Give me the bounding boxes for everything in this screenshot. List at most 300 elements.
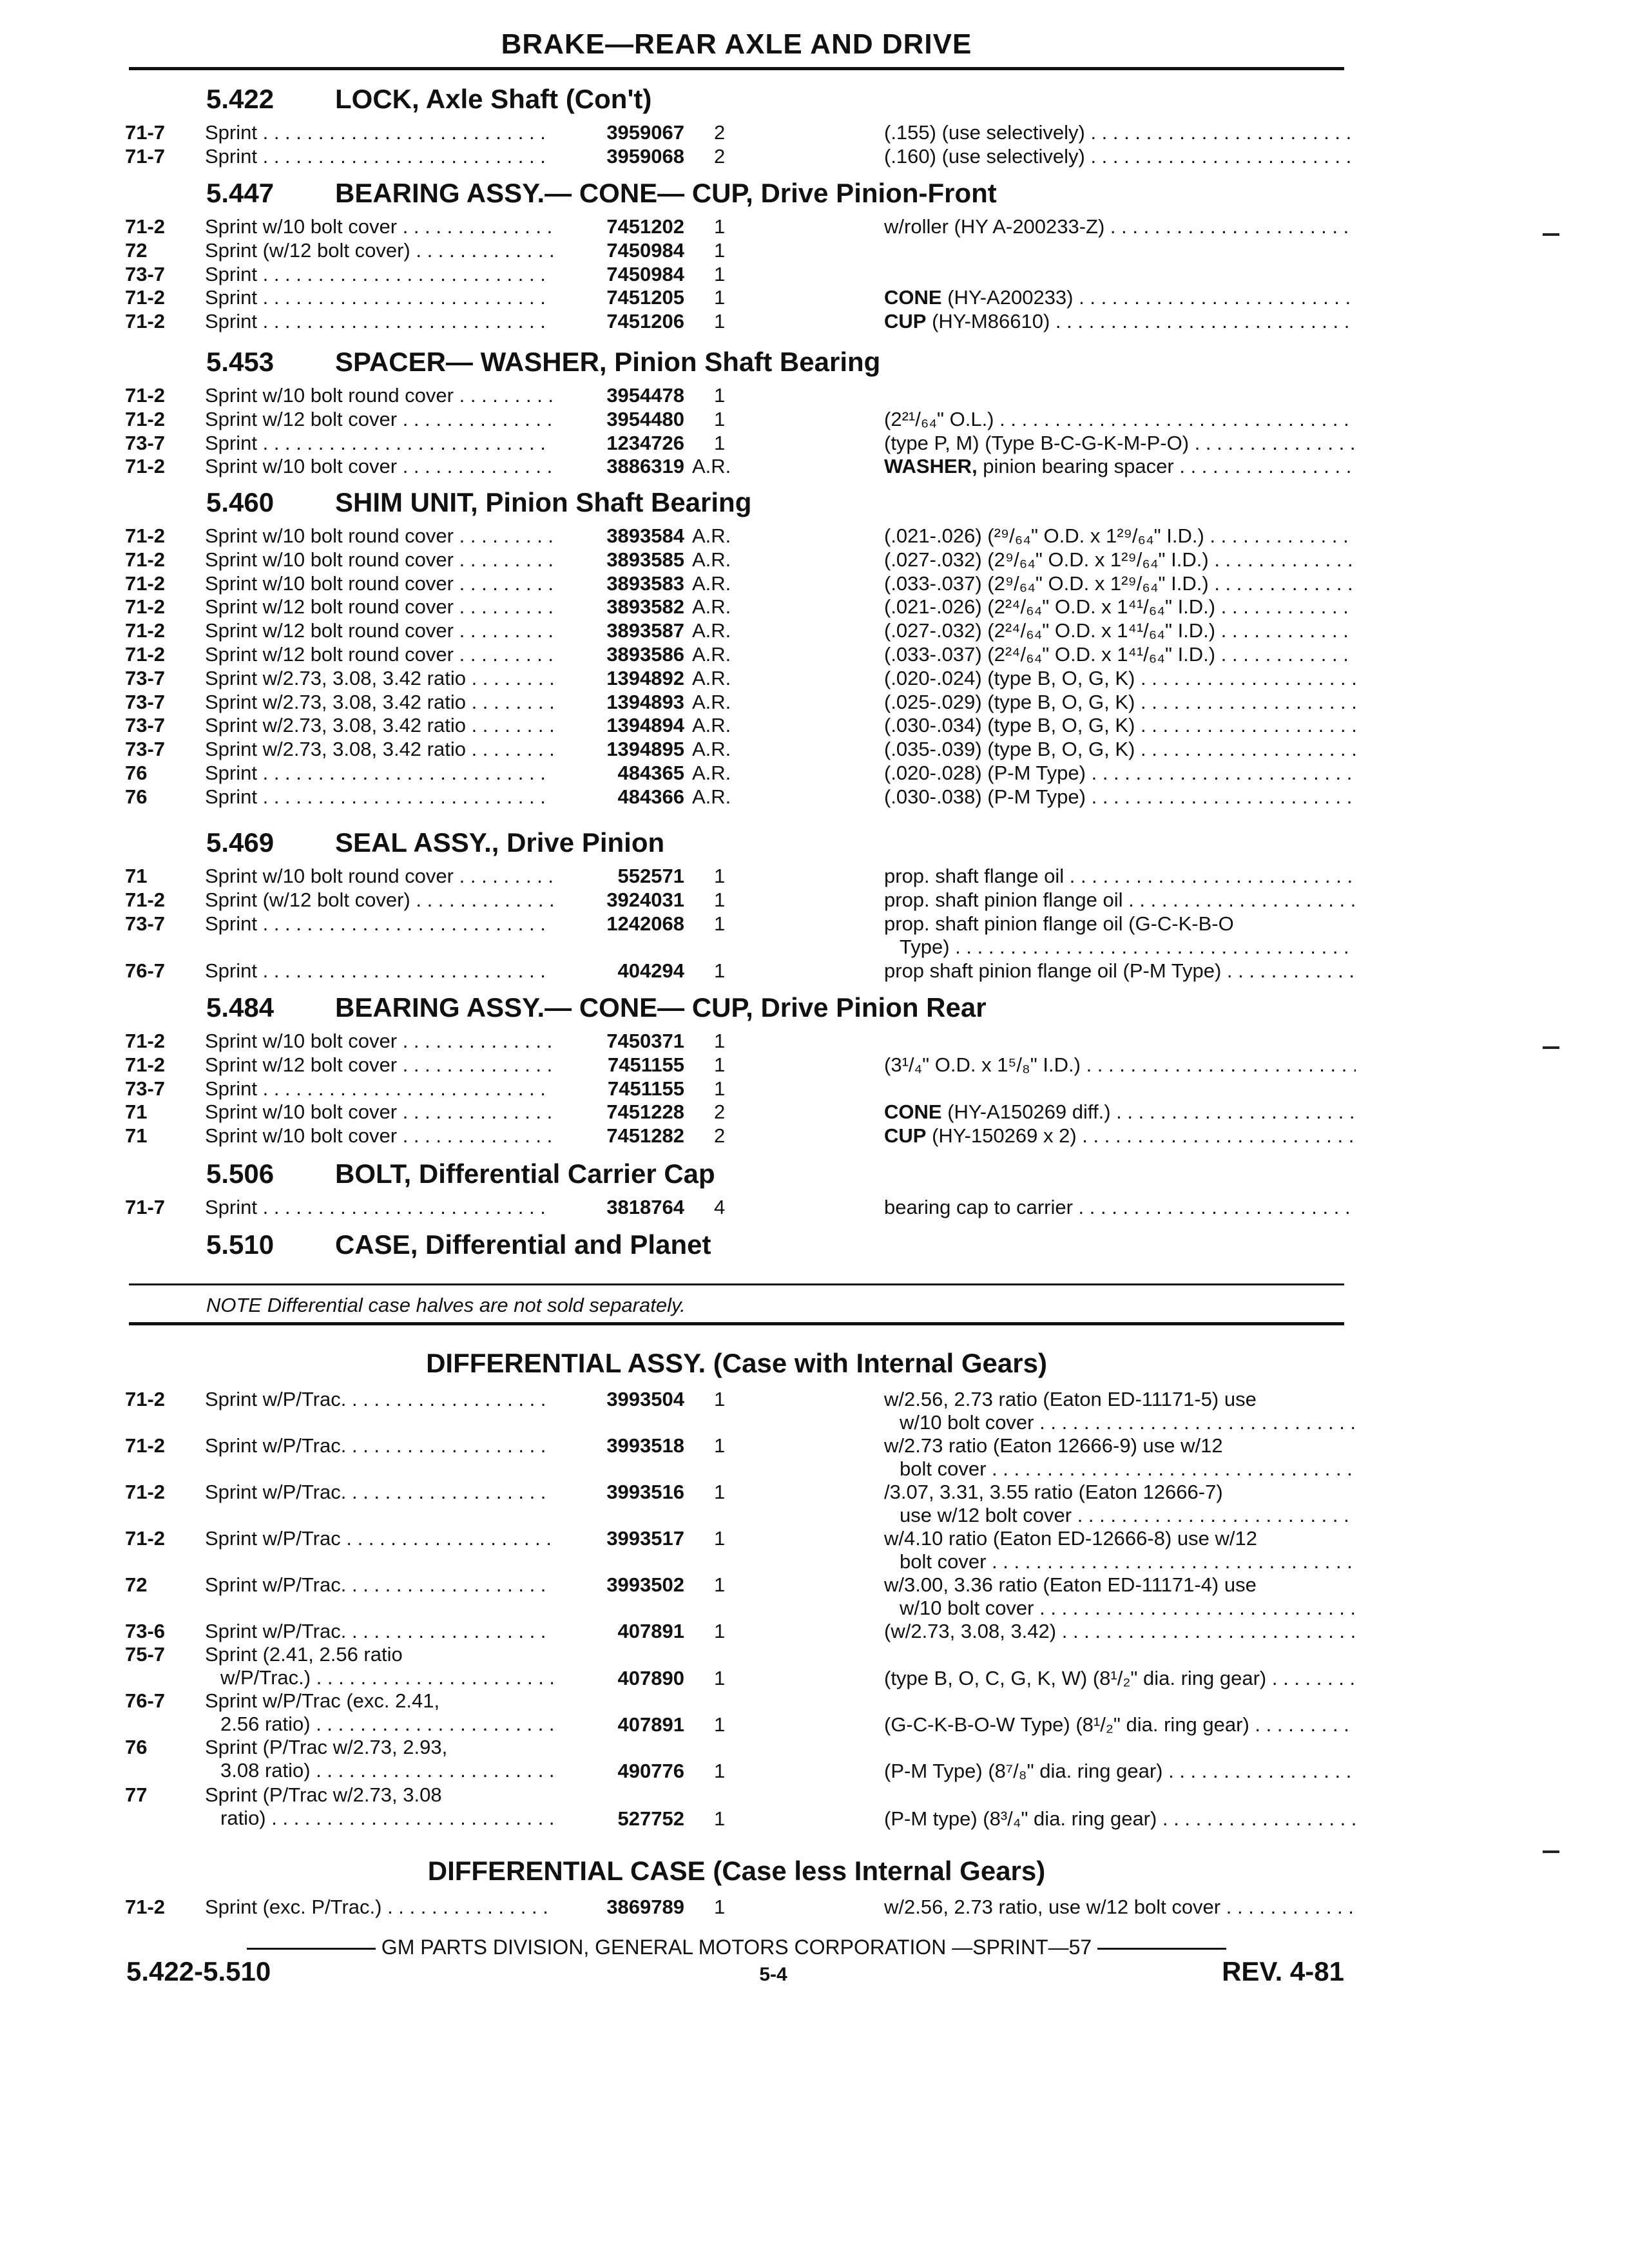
part-number: 3818764 [606, 1196, 684, 1218]
quantity: A.R. [692, 572, 731, 595]
page-header: BRAKE—REAR AXLE AND DRIVE [501, 28, 972, 60]
model-year: 73-6 [125, 1620, 166, 1642]
description-keyword: CONE [884, 286, 942, 309]
description-text: (.021-.026) (²⁹/₆₄" O.D. x 1²⁹/₆₄" I.D.) [884, 524, 1204, 547]
description-line-2: use w/12 bolt cover . . . [884, 1504, 1356, 1527]
model-description: Sprint . . . [205, 263, 553, 286]
part-description [884, 1053, 1356, 1077]
header-rule [129, 67, 1344, 70]
description-text: (.155) (use selectively) [884, 121, 1085, 144]
part-number: 1394894 [606, 714, 684, 737]
model-year: 71 [125, 1124, 148, 1148]
part-description [884, 1434, 1356, 1481]
model-description: Sprint w/10 bolt round cover . . . [205, 572, 553, 595]
part-description [884, 455, 1356, 478]
subsection-heading: DIFFERENTIAL ASSY. (Case with Internal Gears) [426, 1348, 1047, 1378]
description-text: (P-M Type) (8⁷/₈" dia. ring gear) [884, 1759, 1163, 1782]
part-description [884, 408, 1356, 431]
model-description: Sprint w/10 bolt cover . . . [205, 215, 553, 238]
margin-tick [1543, 233, 1559, 236]
quantity: A.R. [692, 690, 731, 713]
description-line-1: w/2.56, 2.73 ratio (Eaton ED-11171-5) use [884, 1388, 1257, 1410]
model-description [205, 1689, 553, 1736]
quantity: 1 [714, 865, 726, 887]
model-description: Sprint . . . [205, 1077, 553, 1100]
model-description: Sprint w/10 bolt round cover . . . [205, 384, 553, 407]
model-description: Sprint . . . [205, 762, 553, 785]
section-heading [206, 178, 997, 209]
description-text: prop. shaft flange oil [884, 865, 1065, 887]
model-year: 71-2 [125, 384, 166, 407]
section-number: 5.484 [206, 992, 275, 1023]
part-description [884, 667, 1356, 690]
part-description [884, 1760, 1356, 1783]
section-title: SHIM UNIT, Pinion Shaft Bearing [335, 487, 752, 517]
model-year: 73-7 [125, 431, 166, 454]
quantity: 1 [714, 1666, 726, 1689]
part-number: 3993504 [606, 1388, 684, 1410]
part-number: 3924031 [606, 888, 684, 911]
part-description [884, 619, 1356, 642]
model-description [205, 1736, 553, 1782]
part-description [884, 1667, 1356, 1690]
part-description [884, 121, 1356, 144]
footer-revision: REV. 4-81 [1222, 1956, 1344, 1986]
model-year: 76-7 [125, 1689, 166, 1712]
part-description [884, 1713, 1356, 1736]
model-description: Sprint w/12 bolt round cover . . . [205, 595, 553, 619]
quantity: 1 [714, 1527, 726, 1550]
part-number: 484365 [617, 762, 684, 784]
part-number: 407891 [617, 1713, 684, 1736]
model-description: Sprint w/10 bolt cover . . . [205, 1100, 553, 1124]
part-number: 7450371 [606, 1030, 684, 1052]
model-description: Sprint (w/12 bolt cover) . . . [205, 239, 553, 262]
model-year: 73-7 [125, 714, 166, 737]
part-number: 3869789 [606, 1896, 684, 1918]
section-number: 5.447 [206, 178, 275, 208]
description-text: (w/2.73, 3.08, 3.42) [884, 1620, 1057, 1642]
quantity: 1 [714, 1620, 726, 1642]
model-year: 71-2 [125, 310, 166, 333]
part-number: 3959068 [606, 144, 684, 168]
part-description [884, 643, 1356, 666]
quantity: 1 [714, 384, 726, 407]
description-text: (HY-150269 x 2) [926, 1124, 1077, 1148]
description-text: (type B, O, C, G, K, W) (8¹/₂" dia. ring gear) [884, 1666, 1267, 1689]
description-line-1: w/3.00, 3.36 ratio (Eaton ED-11171-4) use [884, 1573, 1257, 1596]
description-line-1: w/4.10 ratio (Eaton ED-12666-8) use w/12 [884, 1527, 1257, 1550]
model-year: 71-2 [125, 888, 166, 911]
quantity: 2 [714, 1100, 726, 1124]
part-number: 404294 [617, 959, 684, 983]
description-text: (.020-.024) (type B, O, G, K) [884, 666, 1135, 689]
part-number: 3886319 [606, 455, 684, 478]
model-line-1: Sprint (2.41, 2.56 ratio [205, 1643, 403, 1666]
model-description: Sprint w/2.73, 3.08, 3.42 ratio . . . [205, 667, 553, 690]
description-line-2: bolt cover . . . [884, 1457, 1356, 1481]
model-line-2: 2.56 ratio) . . . [205, 1713, 553, 1736]
model-line-1: Sprint w/P/Trac (exc. 2.41, [205, 1689, 440, 1712]
model-description: Sprint w/10 bolt round cover . . . [205, 865, 553, 888]
part-number: 7451282 [606, 1124, 684, 1148]
description-text: (.025-.029) (type B, O, G, K) [884, 690, 1135, 713]
section-heading [206, 1158, 715, 1189]
model-year: 71-2 [125, 1388, 166, 1410]
footer-center-text: GM PARTS DIVISION, GENERAL MOTORS CORPORATION —SPRINT—57 [381, 1936, 1092, 1959]
margin-tick [1543, 1046, 1559, 1049]
description-line-2: bolt cover . . . [884, 1550, 1356, 1573]
description-text: prop shaft pinion flange oil (P-M Type) [884, 959, 1222, 983]
part-description [884, 1620, 1356, 1643]
quantity: 1 [714, 407, 726, 430]
description-line-1: prop. shaft pinion flange oil (G-C-K-B-O [884, 912, 1234, 935]
model-year: 73-7 [125, 262, 166, 285]
section-number: 5.510 [206, 1229, 275, 1260]
section-title: SPACER— WASHER, Pinion Shaft Bearing [335, 347, 881, 377]
model-line-1: Sprint (P/Trac w/2.73, 3.08 [205, 1783, 442, 1806]
description-line-2: w/10 bolt cover . . . [884, 1597, 1356, 1620]
model-description: Sprint w/P/Trac. . . . [205, 1620, 553, 1643]
quantity: A.R. [692, 619, 731, 642]
footer-left: 5.422-5.510 [126, 1956, 271, 1986]
description-text: (.033-.037) (2²⁴/₆₄" O.D. x 1⁴¹/₆₄" I.D.) [884, 643, 1216, 666]
model-description [205, 1783, 553, 1830]
model-year: 71-2 [125, 286, 166, 309]
description-text: (3¹/₄" O.D. x 1⁵/₈" I.D.) [884, 1053, 1081, 1076]
quantity: 1 [714, 286, 726, 309]
quantity: A.R. [692, 666, 731, 689]
model-year: 71-2 [125, 524, 166, 547]
part-number: 7451206 [606, 310, 684, 333]
note: NOTE Differential case halves are not sold separately. [206, 1294, 686, 1316]
description-text: (P-M type) (8³/₄" dia. ring gear) [884, 1807, 1157, 1830]
description-keyword: CUP [884, 310, 927, 333]
description-text: w/2.56, 2.73 ratio, use w/12 bolt cover [884, 1896, 1221, 1918]
section-title: BOLT, Differential Carrier Cap [335, 1158, 715, 1189]
quantity: 1 [714, 1896, 726, 1918]
section-title: LOCK, Axle Shaft (Con't) [335, 84, 652, 114]
description-text: (HY-A200233) [941, 286, 1074, 309]
footer-line-left [247, 1948, 376, 1950]
quantity: 1 [714, 1434, 726, 1457]
model-year: 71-2 [125, 1053, 166, 1076]
part-description [884, 548, 1356, 572]
description-line-2: w/10 bolt cover . . . [884, 1411, 1356, 1434]
model-description: Sprint w/10 bolt round cover . . . [205, 524, 553, 548]
quantity: A.R. [692, 524, 731, 547]
part-number: 3893586 [606, 643, 684, 666]
model-description: Sprint (exc. P/Trac.) . . . [205, 1896, 553, 1919]
part-description [884, 762, 1356, 785]
model-year: 71-2 [125, 1527, 166, 1550]
description-text: (G-C-K-B-O-W Type) (8¹/₂" dia. ring gear) [884, 1713, 1249, 1736]
quantity: 1 [714, 431, 726, 454]
part-number: 3993517 [606, 1527, 684, 1550]
model-year: 71-2 [125, 595, 166, 619]
subsection-heading: DIFFERENTIAL CASE (Case less Internal Gears) [427, 1856, 1046, 1886]
section-title: BEARING ASSY.— CONE— CUP, Drive Pinion Rear [335, 992, 987, 1023]
section-number: 5.453 [206, 347, 275, 377]
description-line-2: Type) . . . [884, 936, 1356, 959]
part-description [884, 691, 1356, 714]
model-description: Sprint w/P/Trac. . . . [205, 1573, 553, 1597]
margin-tick [1543, 1850, 1559, 1853]
model-line-2: w/P/Trac.) . . . [205, 1666, 553, 1689]
quantity: 4 [714, 1196, 726, 1218]
description-line-1: /3.07, 3.31, 3.55 ratio (Eaton 12666-7) [884, 1481, 1223, 1503]
model-year: 77 [125, 1783, 148, 1806]
model-description: Sprint . . . [205, 912, 553, 936]
model-year: 73-7 [125, 1077, 166, 1100]
part-number: 3893582 [606, 595, 684, 619]
quantity: 1 [714, 262, 726, 285]
model-year: 73-7 [125, 738, 166, 761]
model-year: 71-2 [125, 1896, 166, 1918]
section-title: SEAL ASSY., Drive Pinion [335, 827, 665, 858]
part-description [884, 595, 1356, 619]
model-year: 71-2 [125, 1030, 166, 1052]
part-description [884, 1573, 1356, 1620]
part-description [884, 286, 1356, 309]
quantity: 1 [714, 888, 726, 911]
model-description: Sprint w/P/Trac. . . . [205, 1388, 553, 1411]
section-heading [206, 1229, 711, 1260]
model-description: Sprint . . . [205, 785, 553, 809]
part-number: 1394893 [606, 690, 684, 713]
description-text: (.035-.039) (type B, O, G, K) [884, 738, 1135, 761]
part-description [884, 959, 1356, 983]
part-number: 1234726 [606, 431, 684, 454]
part-description [884, 1807, 1356, 1831]
section-title: BEARING ASSY.— CONE— CUP, Drive Pinion-Front [335, 178, 997, 208]
part-description [884, 310, 1356, 333]
part-number: 7450984 [606, 238, 684, 262]
part-description [884, 432, 1356, 455]
model-description: Sprint (w/12 bolt cover) . . . [205, 889, 553, 912]
part-description [884, 785, 1356, 809]
model-line-1: Sprint (P/Trac w/2.73, 2.93, [205, 1736, 448, 1758]
model-description: Sprint . . . [205, 959, 553, 983]
model-description: Sprint w/12 bolt cover . . . [205, 408, 553, 431]
part-description [884, 1527, 1356, 1573]
model-line-2: 3.08 ratio) . . . [205, 1759, 553, 1782]
model-year: 71 [125, 865, 148, 887]
description-text: w/roller (HY A-200233-Z) [884, 215, 1105, 238]
model-line-2: ratio) . . . [205, 1807, 553, 1830]
quantity: 1 [714, 310, 726, 333]
description-text: (.160) (use selectively) [884, 144, 1085, 168]
quantity: 1 [714, 1713, 726, 1736]
description-text: (.033-.037) (2⁹/₆₄" O.D. x 1²⁹/₆₄" I.D.) [884, 572, 1209, 595]
part-number: 7451205 [606, 286, 684, 309]
part-description [884, 1100, 1356, 1124]
model-year: 71-2 [125, 548, 166, 571]
part-number: 7451155 [608, 1077, 684, 1100]
model-description: Sprint . . . [205, 432, 553, 455]
model-year: 71-2 [125, 572, 166, 595]
part-number: 3954480 [606, 407, 684, 430]
part-number: 3993516 [606, 1481, 684, 1503]
quantity: 1 [714, 912, 726, 935]
model-year: 71-2 [125, 455, 166, 478]
model-description: Sprint w/12 bolt cover . . . [205, 1053, 553, 1077]
description-text: (.030-.034) (type B, O, G, K) [884, 714, 1135, 737]
quantity: 1 [714, 1759, 726, 1782]
model-year: 71-7 [125, 1196, 166, 1218]
model-description: Sprint w/10 bolt cover . . . [205, 1124, 553, 1148]
part-number: 552571 [617, 865, 684, 887]
part-number: 484366 [617, 785, 684, 808]
model-description: Sprint w/2.73, 3.08, 3.42 ratio . . . [205, 691, 553, 714]
part-number: 3993518 [606, 1434, 684, 1457]
description-text: (.027-.032) (2⁹/₆₄" O.D. x 1²⁹/₆₄" I.D.) [884, 548, 1209, 571]
description-keyword: WASHER, [884, 455, 978, 478]
model-year: 76 [125, 785, 148, 808]
part-description [884, 572, 1356, 595]
quantity: A.R. [692, 595, 731, 619]
quantity: 2 [714, 121, 726, 144]
quantity: A.R. [692, 714, 731, 737]
note-rule-top [129, 1283, 1344, 1285]
model-year: 71-7 [125, 121, 166, 144]
model-description: Sprint w/12 bolt round cover . . . [205, 619, 553, 642]
model-description: Sprint w/10 bolt round cover . . . [205, 548, 553, 572]
description-text: (HY-M86610) [926, 310, 1050, 333]
part-description [884, 714, 1356, 737]
model-year: 71-7 [125, 144, 166, 168]
quantity: A.R. [692, 762, 731, 784]
section-heading [206, 827, 664, 858]
section-heading [206, 347, 880, 378]
model-description: Sprint w/P/Trac. . . . [205, 1434, 553, 1457]
description-text: (type P, M) (Type B-C-G-K-M-P-O) [884, 431, 1190, 454]
description-text: pinion bearing spacer [977, 455, 1174, 478]
quantity: 1 [714, 215, 726, 238]
model-year: 76 [125, 762, 148, 784]
description-line-1: w/2.73 ratio (Eaton 12666-9) use w/12 [884, 1434, 1223, 1457]
part-number: 1394892 [606, 666, 684, 689]
model-year: 73-7 [125, 690, 166, 713]
description-keyword: CUP [884, 1124, 927, 1148]
quantity: A.R. [692, 738, 731, 761]
description-text: (.027-.032) (2²⁴/₆₄" O.D. x 1⁴¹/₆₄" I.D.) [884, 619, 1216, 642]
footer-line-right [1097, 1948, 1226, 1950]
part-number: 3954478 [606, 384, 684, 407]
quantity: 1 [714, 1030, 726, 1052]
description-text: (HY-A150269 diff.) [941, 1100, 1111, 1124]
description-text: (.020-.028) (P-M Type) [884, 762, 1086, 784]
model-description [205, 1643, 553, 1689]
model-year: 72 [125, 238, 148, 262]
part-number: 7451202 [606, 215, 684, 238]
section-number: 5.460 [206, 487, 275, 517]
part-number: 490776 [617, 1759, 684, 1782]
part-description [884, 912, 1356, 959]
footer-page-number: 5-4 [759, 1964, 787, 1985]
quantity: 1 [714, 1807, 726, 1830]
description-keyword: CONE [884, 1100, 942, 1124]
model-year: 71 [125, 1100, 148, 1124]
part-description [884, 738, 1356, 761]
quantity: 1 [714, 959, 726, 983]
part-description [884, 145, 1356, 168]
model-year: 75-7 [125, 1643, 166, 1666]
part-number: 1242068 [606, 912, 684, 935]
part-description [884, 1196, 1356, 1219]
part-number: 3893584 [606, 524, 684, 547]
description-text: (2²¹/₆₄" O.L.) [884, 407, 994, 430]
model-year: 71-2 [125, 1481, 166, 1503]
model-description: Sprint w/2.73, 3.08, 3.42 ratio . . . [205, 714, 553, 737]
model-description: Sprint w/12 bolt round cover . . . [205, 643, 553, 666]
model-description: Sprint w/10 bolt cover . . . [205, 455, 553, 478]
description-text: prop. shaft pinion flange oil [884, 888, 1123, 911]
part-number: 3893585 [606, 548, 684, 571]
model-description: Sprint w/2.73, 3.08, 3.42 ratio . . . [205, 738, 553, 761]
part-description [884, 215, 1356, 238]
quantity: A.R. [692, 643, 731, 666]
part-number: 3959067 [606, 121, 684, 144]
model-description: Sprint . . . [205, 1196, 553, 1219]
section-heading [206, 487, 751, 518]
part-number: 7450984 [606, 262, 684, 285]
quantity: 1 [714, 1481, 726, 1503]
quantity: A.R. [692, 548, 731, 571]
description-text: bearing cap to carrier [884, 1196, 1073, 1218]
part-description [884, 1388, 1356, 1434]
quantity: 1 [714, 238, 726, 262]
part-number: 1394895 [606, 738, 684, 761]
part-description [884, 1124, 1356, 1148]
part-description [884, 1481, 1356, 1527]
part-description [884, 889, 1356, 912]
model-year: 71-2 [125, 1434, 166, 1457]
section-number: 5.469 [206, 827, 275, 858]
quantity: 1 [714, 1388, 726, 1410]
model-year: 71-2 [125, 643, 166, 666]
model-description: Sprint . . . [205, 145, 553, 168]
part-description [884, 1896, 1356, 1919]
part-number: 7451155 [608, 1053, 684, 1076]
model-year: 71-2 [125, 407, 166, 430]
model-description: Sprint w/P/Trac. . . . [205, 1481, 553, 1504]
description-text: (.030-.038) (P-M Type) [884, 785, 1086, 808]
quantity: A.R. [692, 785, 731, 808]
section-number: 5.422 [206, 84, 275, 114]
model-description: Sprint w/10 bolt cover . . . [205, 1030, 553, 1053]
quantity: 1 [714, 1053, 726, 1076]
part-number: 7451228 [606, 1100, 684, 1124]
model-year: 76 [125, 1736, 148, 1758]
model-description: Sprint . . . [205, 121, 553, 144]
part-number: 407890 [617, 1666, 684, 1689]
section-title: CASE, Differential and Planet [335, 1229, 711, 1260]
model-year: 72 [125, 1573, 148, 1596]
part-number: 407891 [617, 1620, 684, 1642]
quantity: 2 [714, 144, 726, 168]
model-year: 73-7 [125, 912, 166, 935]
section-heading [206, 84, 651, 115]
quantity: A.R. [692, 455, 731, 478]
part-number: 527752 [617, 1807, 684, 1830]
quantity: 1 [714, 1077, 726, 1100]
quantity: 2 [714, 1124, 726, 1148]
part-description [884, 524, 1356, 548]
model-description: Sprint . . . [205, 310, 553, 333]
model-description: Sprint . . . [205, 286, 553, 309]
part-number: 3893583 [606, 572, 684, 595]
